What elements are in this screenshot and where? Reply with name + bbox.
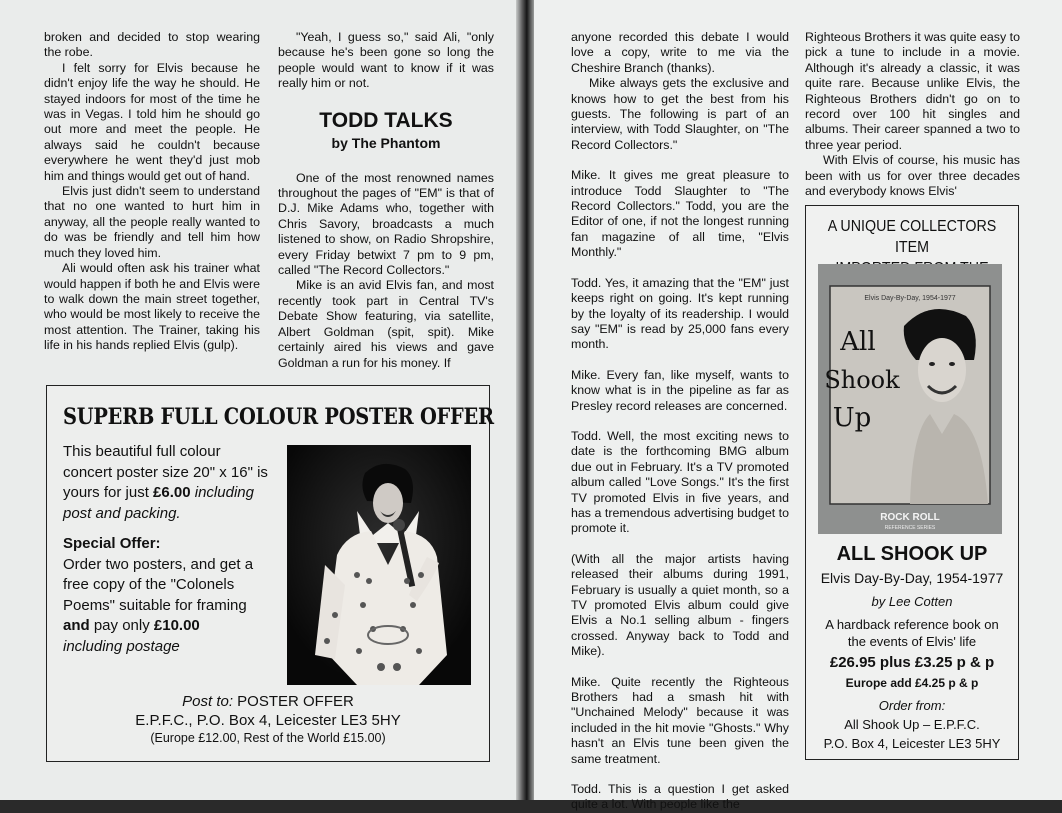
poster-ad-body: [63, 442, 273, 657]
cover-title-line: Up: [832, 403, 872, 433]
left-page: [0, 0, 516, 800]
poster-address: E.P.F.C., P.O. Box 4, Leicester LE3 5HY: [135, 712, 401, 729]
paragraph: Mike is an avid Elvis fan, and most recently took part in Central TV's Debate Show featuring, via satellite, Albert Goldman (spit, spit). Mike certainly aired his views and gave Goldman a run for his money. If: [278, 278, 494, 370]
order-address-line: All Shook Up – E.P.F.C.: [844, 717, 980, 732]
left-column-1: [44, 30, 260, 354]
book-ad: [805, 205, 1019, 760]
poster-ad-offer: [63, 442, 273, 524]
paragraph: broken and decided to stop wearing the robe.: [44, 30, 260, 60]
paragraph: One of the most renowned names throughout the pages of "EM" is that of D.J. Mike Adams who, together with Chris Savory, broadcasts a much listened to show, on Radio Shropshire, every Friday betwixt 7 pm to 9 pm, called "The Record Collectors.": [278, 170, 494, 278]
book-author: by Lee Cotten: [871, 594, 953, 609]
poster-ad-text: including postage: [63, 637, 180, 655]
poster-offer-ad: [46, 385, 494, 762]
book-ad-heading-line: A UNIQUE COLLECTORS ITEM: [827, 218, 997, 256]
order-from-label: Order from:: [878, 698, 946, 713]
paragraph: "Yeah, I guess so," said Ali, "only because he's been gone so long the people would want to know if it was really him or not.: [278, 30, 494, 91]
paragraph: Todd. This is a question I get asked quite a lot. With people like the: [571, 782, 789, 812]
book-subtitle: Elvis Day-By-Day, 1954-1977: [820, 570, 1004, 586]
paragraph: Todd. Well, the most exciting news to date is the forthcoming BMG album due out in February. It's a TV promoted album called "Love Songs." It's the first TV promoted Elvis in five years, and has a tremendous advertising budget to promote it.: [571, 428, 789, 536]
book-cover-image: [818, 264, 1002, 534]
post-to-line: [47, 692, 489, 711]
book-europe-price: Europe add £4.25 p & p: [845, 676, 979, 690]
cover-series-label: ROCK ROLL: [880, 512, 940, 523]
paragraph: Elvis just didn't seem to understand that no one wanted to hurt him in anyway, all the people really wanted to do was be friendly and tell him how much they loved him.: [44, 184, 260, 260]
poster-price: £6.00: [153, 484, 191, 501]
paragraph: Ali would often ask his trainer what would happen if both he and Elvis were to walk down the main street together, who would be most likely to receive the most attention. The Trainer, taking his life in his hands replied Elvis (gulp).: [44, 261, 260, 353]
paragraph: Mike. It gives me great pleasure to introduce Todd Slaughter to "The Record Collectors." Todd, you are the Editor of one, if not the longest running fan magazine of all time, "Elvis Monthly.": [571, 168, 789, 260]
right-page: [534, 0, 1062, 812]
paragraph: Mike. Quite recently the Righteous Brothers had a smash hit with "Unchained Melody" because it was included in the hit movie "Ghosts." Why hasn't an Elvis tune been given the same treatment.: [571, 674, 789, 766]
right-column-2: [805, 30, 1020, 199]
poster-ad-text: pay only: [89, 617, 154, 634]
poster-ad-text: Order two posters, and get a free copy of the "Colonels Poems" suitable for framing: [63, 555, 254, 614]
paragraph: I felt sorry for Elvis because he didn't enjoy life the way he should. He stayed indoors for most of the time he was in Vegas. I told him he should go out more and meet the people. He always said he couldn't because everywhere he went they'd just mob him and things would get out of hand.: [44, 60, 260, 183]
poster-ad-text: This beautiful full colour concert poster size 20" x 16" is yours for just: [63, 443, 268, 501]
paragraph: Todd. Yes, it amazing that the "EM" just keeps right on going. It's kept running by the loyalty of its readership. I would say "EM" is read by 25,000 fans every month.: [571, 275, 789, 352]
book-gutter: [516, 0, 534, 800]
left-column-2: [278, 30, 494, 371]
poster-ad-heading: SUPERB FULL COLOUR POSTER OFFER: [63, 404, 494, 430]
cover-title-line: All: [840, 327, 876, 357]
post-to-label: Post to:: [182, 693, 233, 710]
order-address-line: P.O. Box 4, Leicester LE3 5HY: [823, 736, 1001, 751]
elvis-concert-photo: [287, 445, 471, 685]
article-byline: by The Phantom: [331, 134, 441, 151]
book-description: A hardback reference book on the events of Elvis' life: [825, 617, 999, 649]
poster-overseas-prices: (Europe £12.00, Rest of the World £15.00): [150, 731, 386, 745]
post-to-value: POSTER OFFER: [233, 693, 354, 710]
paragraph: Righteous Brothers it was quite easy to pick a tune to include in a movie. Although it's already a classic, it was quite rare. Because unlike Elvis, the Righteous Brothers didn't go on to record over 100 hit singles and albums. Their career spanned a two to three year period.: [805, 30, 1020, 152]
cover-small-text: Elvis Day-By-Day, 1954-1977: [864, 295, 956, 302]
cover-title-line: Shook: [824, 366, 900, 394]
cover-series-sub: REFERENCE SERIES: [884, 525, 936, 531]
paragraph: With Elvis of course, his music has been with us for over three decades and everybody knows Elvis': [805, 153, 1020, 199]
right-column-1: [571, 30, 789, 813]
paragraph: Mike always gets the exclusive and knows how to get the best from his guests. The following is part of an interview, with Todd Slaughter, on "The Record Collectors.": [571, 76, 789, 152]
poster-special-offer: [63, 534, 273, 657]
paragraph: anyone recorded this debate I would love a copy, write to me via the Cheshire Branch (thanks).: [571, 30, 789, 75]
book-price: £26.95 plus £3.25 p & p: [829, 654, 995, 671]
poster-price: £10.00: [153, 617, 200, 634]
poster-ad-footer: [47, 692, 489, 746]
article-heading: TODD TALKS: [319, 108, 453, 132]
book-title: ALL SHOOK UP: [836, 543, 988, 565]
poster-ad-text: and: [63, 617, 90, 634]
paragraph: Mike. Every fan, like myself, wants to know what is in the pipeline as far as Presley record releases are concerned.: [571, 367, 789, 413]
paragraph: (With all the major artists having released their albums during 1991, February is usually a quiet month, so a TV promoted Elvis album could give Elvis a No.1 selling album - fingers crossed. Anyway back to Todd and Mike).: [571, 551, 789, 659]
special-offer-label: Special Offer:: [63, 535, 161, 552]
poster-ad-text: including post and packing.: [63, 484, 254, 522]
